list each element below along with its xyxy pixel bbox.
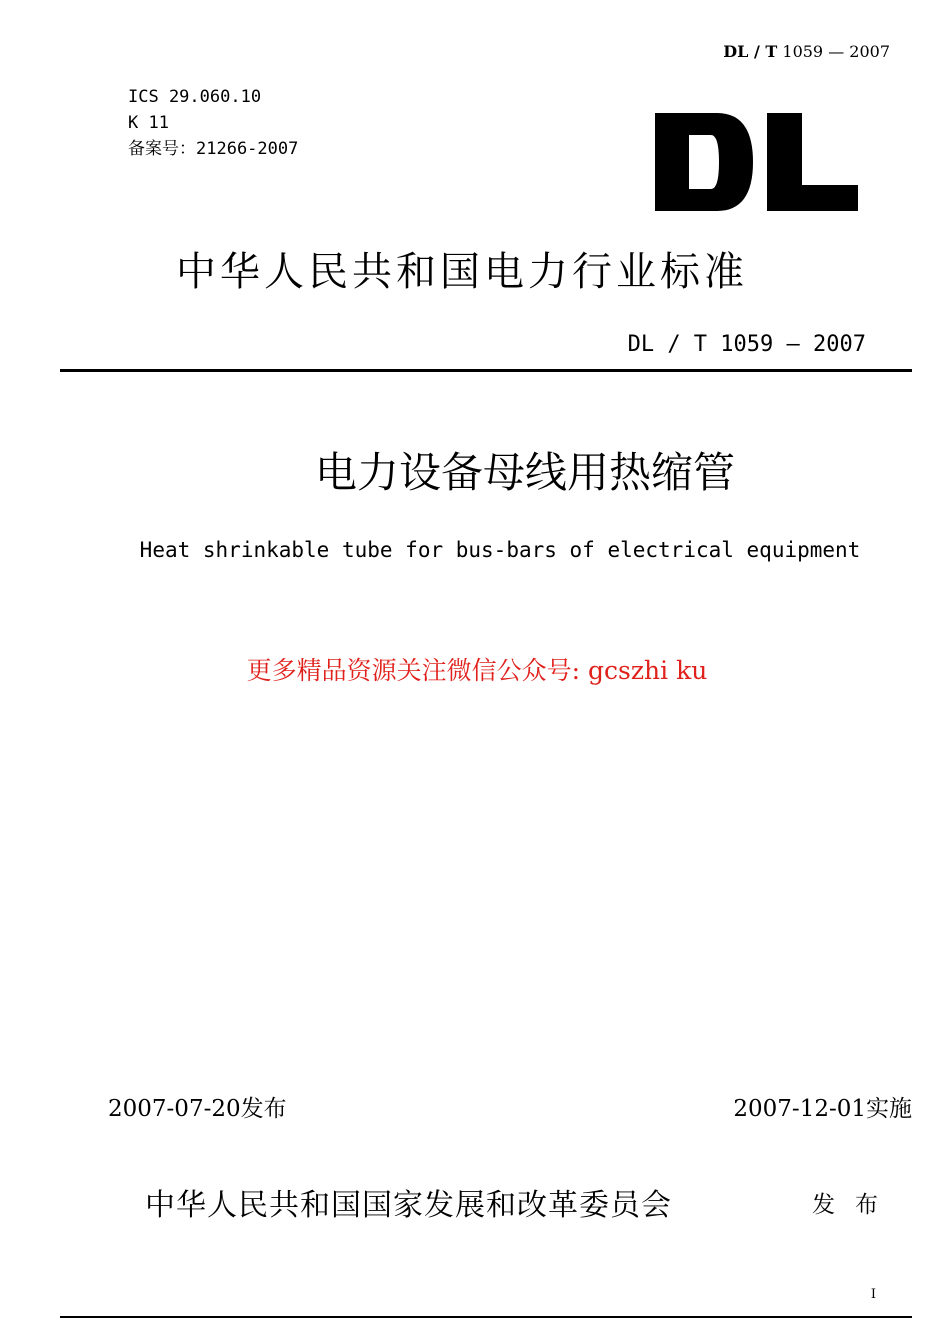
header-code-number: 1059 — 2007: [777, 42, 890, 61]
document-title-cn: 电力设备母线用热缩管: [314, 448, 735, 497]
document-title-en: Heat shrinkable tube for bus-bars of electrical equipment: [139, 538, 861, 562]
header-standard-code: [723, 42, 890, 61]
ics-code: ICS 29.060.10: [128, 87, 262, 107]
bottom-divider: [60, 1316, 912, 1318]
effective-date: 2007-12-01实施: [733, 1096, 912, 1122]
top-divider: [60, 369, 912, 372]
k-code: K 11: [128, 113, 169, 133]
dl-logo-letter-d: [655, 113, 753, 211]
issuing-organization: 中华人民共和国国家发展和改革委员会: [145, 1188, 672, 1223]
issuer-title: 中华人民共和国电力行业标准: [176, 249, 748, 295]
record-number: 备案号：21266-2007: [128, 139, 299, 159]
page-number: I: [870, 1287, 876, 1302]
classification-block: [128, 84, 298, 162]
dl-logo-letter-l: [767, 113, 858, 211]
dl-logo: [655, 113, 858, 211]
promo-text: 更多精品资源关注微信公众号: gcszhi ku: [246, 656, 708, 685]
header-code-prefix: DL / T: [723, 42, 778, 61]
standard-code: DL / T 1059 — 2007: [627, 332, 866, 357]
issue-label: 发布: [812, 1192, 898, 1218]
publish-date: 2007-07-20发布: [108, 1096, 287, 1122]
